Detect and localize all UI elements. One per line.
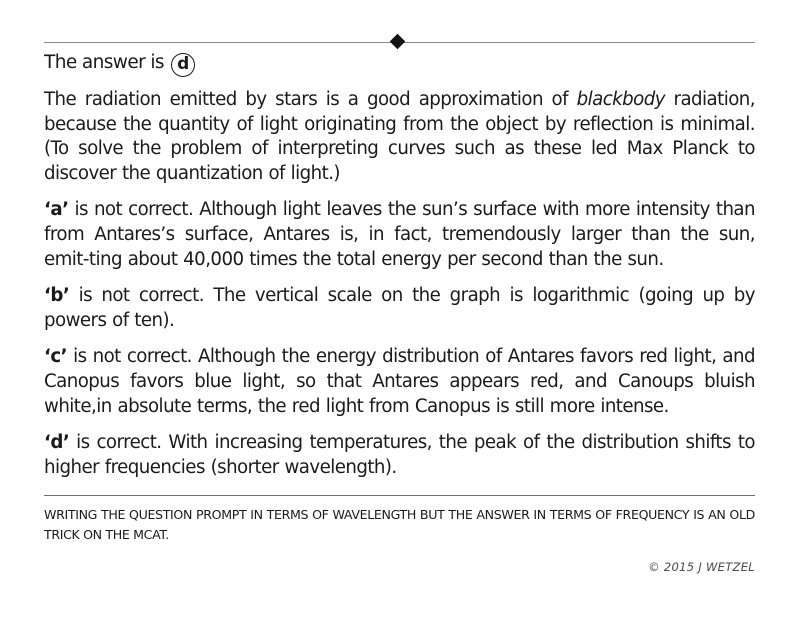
option-b-label: ‘b’ [44, 285, 70, 307]
option-c-explanation [44, 345, 755, 419]
option-a-text: is not correct. Although light leaves the sun’s surface with more intensity than from Antares’s surface, Antares is, in fact, tremendously larger than the sun, emit-ting about 40,000 times the total energy per second than the sun. [44, 199, 755, 270]
answer-statement [44, 50, 195, 77]
option-d-explanation [44, 431, 755, 480]
intro-text-end: radiation, because the quantity of light originating from the object by reflection is minimal. (To solve the problem of interpreting curves such as these led Max Planck to discover the quantization of light.) [44, 89, 756, 184]
answer-prefix: The answer is [44, 52, 164, 73]
option-c-text: is not correct. Although the energy distribution of Antares favors red light, and Canopus favors blue light, so that Antares appears red, and Canoups bluish white,in absolute terms, the red light from Canopus is still more intense. [44, 346, 755, 417]
footnote: WRITING THE QUESTION PROMPT IN TERMS OF WAVELENGTH BUT THE ANSWER IN TERMS OF FREQUENCY IS AN OLD TRICK ON THE MCAT. [44, 507, 755, 542]
explanation-body [44, 88, 755, 492]
option-d-text: is correct. With increasing temperatures, the peak of the distribution shifts to higher frequencies (shorter wavelength). [44, 432, 755, 478]
intro-text-start: The radiation emitted by stars is a good approximation of [44, 89, 577, 110]
copyright-notice: © 2015 J WETZEL [648, 560, 755, 574]
option-b-text: is not correct. The vertical scale on the graph is logarithmic (going up by powers of ten). [44, 285, 755, 331]
option-b-explanation [44, 284, 755, 333]
option-a-label: ‘a’ [44, 199, 69, 221]
option-c-label: ‘c’ [44, 346, 67, 368]
answer-letter-circled: d [171, 53, 195, 77]
bottom-divider [44, 495, 755, 496]
intro-emphasis: blackbody [576, 89, 665, 110]
intro-paragraph [44, 88, 755, 186]
option-a-explanation [44, 198, 755, 272]
diamond-icon [390, 34, 406, 50]
option-d-label: ‘d’ [44, 432, 70, 454]
